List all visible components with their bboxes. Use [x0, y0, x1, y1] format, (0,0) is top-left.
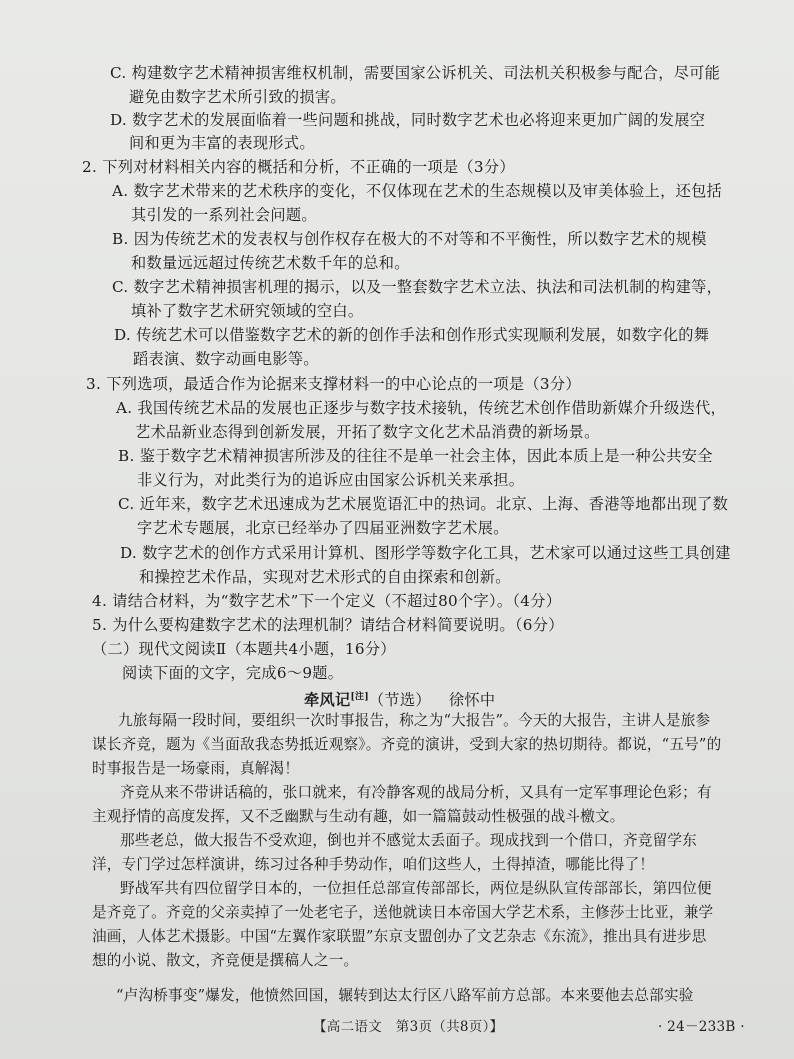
q3-option-d-line1: D. 数字艺术的创作方式采用计算机、图形学等数字化工具，艺术家可以通过这些工具创建 [120, 544, 731, 562]
passage-line: 齐竞从来不带讲话稿的，张口就来，有冷静客观的战局分析，又具有一定军事理论色彩；有 [120, 784, 712, 801]
note-mark: [注] [350, 692, 369, 702]
passage-line: “卢沟桥事变”爆发，他愤然回国，辗转到达太行区八路军前方总部。本来要他去总部实验 [116, 987, 694, 1004]
passage-line: 油画，人体艺术摄影。中国“左翼作家联盟”东京支盟创办了文艺杂志《东流》，推出具有进步思 [92, 928, 707, 945]
q2-option-d-line2: 蹈表演、数字动画电影等。 [133, 350, 319, 368]
q4-stem: 4. 请结合材料，为“数字艺术”下一个定义（不超过80个字）。（4分） [92, 592, 562, 610]
section-instruction: 阅读下面的文字，完成6～9题。 [122, 664, 344, 682]
passage-subtitle: （节选） [368, 691, 431, 710]
passage-line: 谋长齐竞，题为《当面敌我态势抵近观察》。齐竞的演讲，受到大家的热切期待。都说，“五号”的 [92, 736, 722, 753]
q1-option-d-line2: 间和更为丰富的表现形式。 [129, 134, 315, 152]
q2-option-b-line2: 和数量远远超过传统艺术数千年的总和。 [131, 254, 410, 272]
passage-line: 洋，专门学过怎样演讲，练习过各种手势动作，咱们这些人，土得掉渣，哪能比得了！ [92, 856, 655, 873]
passage-title: 牵风记 [304, 691, 351, 710]
q3-option-a-line1: A. 我国传统艺术品的发展也正逐步与数字技术接轨，传统艺术创作借助新媒介升级迭代， [116, 399, 727, 417]
passage-line: 时事报告是一场豪雨，真解渴！ [92, 760, 300, 777]
q2-stem: 2. 下列对材料相关内容的概括和分析，不正确的一项是（3分） [82, 158, 515, 176]
passage-line: 是齐竞了。齐竞的父亲卖掉了一处老宅子，送他就读日本帝国大学艺术系，主修莎士比亚，兼学 [92, 904, 714, 921]
section-heading: （二）现代文阅读Ⅱ（本题共4小题，16分） [92, 640, 396, 658]
q3-option-b-line2: 非义行为，对此类行为的追诉应由国家公诉机关来承担。 [137, 471, 525, 489]
passage-author: 徐怀中 [448, 691, 496, 710]
q2-option-c-line1: C. 数字艺术精神损害机理的揭示，以及一整套数字艺术立法、执法和司法机制的构建等， [112, 278, 723, 296]
passage-line: 那些老总，做大报告不受欢迎，倒也并不感觉太丢面子。现成找到一个借口，齐竞留学东 [120, 832, 697, 849]
q1-option-d-line1: D. 数字艺术的发展面临着一些问题和挑战，同时数字艺术也必将迎来更加广阔的发展空 [110, 111, 706, 129]
q2-option-a-line2: 其引发的一系列社会问题。 [131, 206, 317, 224]
q3-option-b-line1: B. 鉴于数字艺术精神损害所涉及的往往不是单一社会主体，因此本质上是一种公共安全 [118, 447, 713, 465]
q5-stem: 5. 为什么要构建数字艺术的法理机制？请结合材料简要说明。（6分） [92, 616, 564, 634]
exam-code: · 24－233B · [658, 1019, 745, 1035]
passage-line: 想的小说、散文，齐竞便是撰稿人之一。 [92, 952, 359, 969]
q1-option-c-line2: 避免由数字艺术所引致的损害。 [129, 88, 346, 106]
q2-option-a-line1: A. 数字艺术带来的艺术秩序的变化，不仅体现在艺术的生态规模以及审美体验上，还包括 [112, 182, 723, 200]
passage-line: 野战军共有四位留学日本的，一位担任总部宣传部部长，两位是纵队宣传部部长，第四位便 [120, 880, 712, 897]
q1-option-c-line1: C. 构建数字艺术精神损害维权机制，需要国家公诉机关、司法机关积极参与配合，尽可能 [110, 64, 721, 82]
q2-option-b-line1: B. 因为传统艺术的发表权与创作权存在极大的不对等和不平衡性，所以数字艺术的规模 [112, 230, 707, 248]
q3-stem: 3. 下列选项，最适合作为论据来支撑材料一的中心论点的一项是（3分） [86, 375, 581, 393]
q2-option-c-line2: 填补了数字艺术研究领域的空白。 [131, 302, 364, 320]
q3-option-c-line2: 字艺术专题展，北京已经举办了四届亚洲数字艺术展。 [137, 519, 509, 537]
q3-option-d-line2: 和操控艺术作品，实现对艺术形式的自由探索和创新。 [139, 568, 511, 586]
passage-line: 主观抒情的高度发挥，又不乏幽默与生动有趣，如一篇篇鼓动性极强的战斗檄文。 [92, 808, 625, 825]
q2-option-d-line1: D. 传统艺术可以借鉴数字艺术的新的创作手法和创作形式实现顺利发展，如数字化的舞 [114, 326, 710, 344]
q3-option-a-line2: 艺术品新业态得到创新发展，开拓了数字文化艺术品消费的新场景。 [135, 423, 600, 441]
passage-title-line [304, 686, 495, 711]
page-footer: 【高二语文 第3页（共8页）】 [313, 1019, 504, 1035]
q3-option-c-line1: C. 近年来，数字艺术迅速成为艺术展览语汇中的热词。北京、上海、香港等地都出现了数 [118, 495, 729, 513]
passage-line: 九旅每隔一段时间，要组织一次时事报告，称之为“大报告”。今天的大报告，主讲人是旅参 [118, 712, 711, 729]
